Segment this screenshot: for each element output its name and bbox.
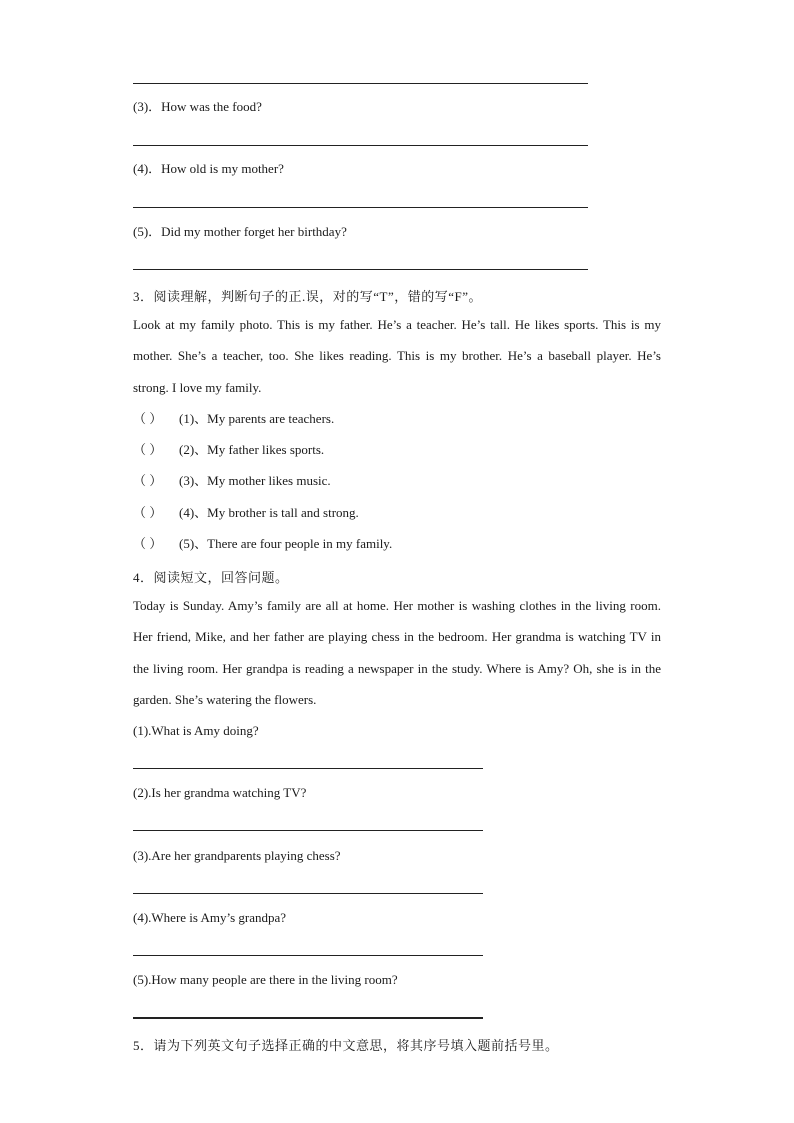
answer-bracket[interactable]: （ ） bbox=[133, 442, 163, 457]
answer-line[interactable] bbox=[133, 955, 483, 956]
statement-text: (2)、My father likes sports. bbox=[179, 442, 325, 457]
question-4-5: (5).How many people are there in the living room? bbox=[133, 972, 398, 987]
section-5-title: 5．请为下列英文句子选择正确的中文意思，将其序号填入题前括号里。 bbox=[133, 1038, 559, 1053]
answer-bracket[interactable]: （ ） bbox=[133, 536, 163, 551]
answer-line[interactable] bbox=[133, 768, 483, 769]
answer-line[interactable] bbox=[133, 830, 483, 831]
answer-line[interactable] bbox=[133, 1017, 483, 1019]
answer-bracket[interactable]: （ ） bbox=[133, 411, 163, 426]
question-4-4: (4).Where is Amy’s grandpa? bbox=[133, 910, 287, 925]
statement-row bbox=[133, 411, 334, 427]
answer-bracket[interactable]: （ ） bbox=[133, 505, 163, 520]
section-4-passage: Today is Sunday. Amy’s family are all at home. Her mother is washing clothes in the living room. Her friend, Mike, and her father are playing chess in the bedroom. Her grandma is watching TV in the living room. Her grandpa is reading a newspaper in the study. Where is Amy? Oh, she is in the garden. She’s watering the flowers. bbox=[133, 598, 661, 707]
question-2-4: (4)．How old is my mother? bbox=[133, 161, 284, 176]
question-2-3: (3)．How was the food? bbox=[133, 99, 262, 114]
question-4-1: (1).What is Amy doing? bbox=[133, 723, 259, 738]
answer-line[interactable] bbox=[133, 83, 588, 84]
question-2-5: (5)．Did my mother forget her birthday? bbox=[133, 224, 347, 239]
statement-text: (4)、My brother is tall and strong. bbox=[179, 505, 359, 520]
question-4-3: (3).Are her grandparents playing chess? bbox=[133, 848, 341, 863]
answer-bracket[interactable]: （ ） bbox=[133, 473, 163, 488]
statement-row bbox=[133, 536, 392, 552]
section-4-title: 4．阅读短文，回答问题。 bbox=[133, 570, 289, 585]
statement-text: (5)、There are four people in my family. bbox=[179, 536, 393, 551]
statement-text: (3)、My mother likes music. bbox=[179, 473, 331, 488]
statement-row bbox=[133, 473, 331, 489]
question-4-2: (2).Is her grandma watching TV? bbox=[133, 785, 307, 800]
statement-text: (1)、My parents are teachers. bbox=[179, 411, 335, 426]
section-3-passage: Look at my family photo. This is my father. He’s a teacher. He’s tall. He likes sports. This is my mother. She’s a teacher, too. She likes reading. This is my brother. He’s a baseball player. He’s strong. I love my family. bbox=[133, 317, 661, 395]
answer-line[interactable] bbox=[133, 145, 588, 146]
statement-row bbox=[133, 442, 324, 458]
section-3-title: 3．阅读理解，判断句子的正.误，对的写“T”，错的写“F”。 bbox=[133, 289, 483, 304]
answer-line[interactable] bbox=[133, 269, 588, 270]
answer-line[interactable] bbox=[133, 893, 483, 894]
answer-line[interactable] bbox=[133, 207, 588, 208]
statement-row bbox=[133, 505, 359, 521]
